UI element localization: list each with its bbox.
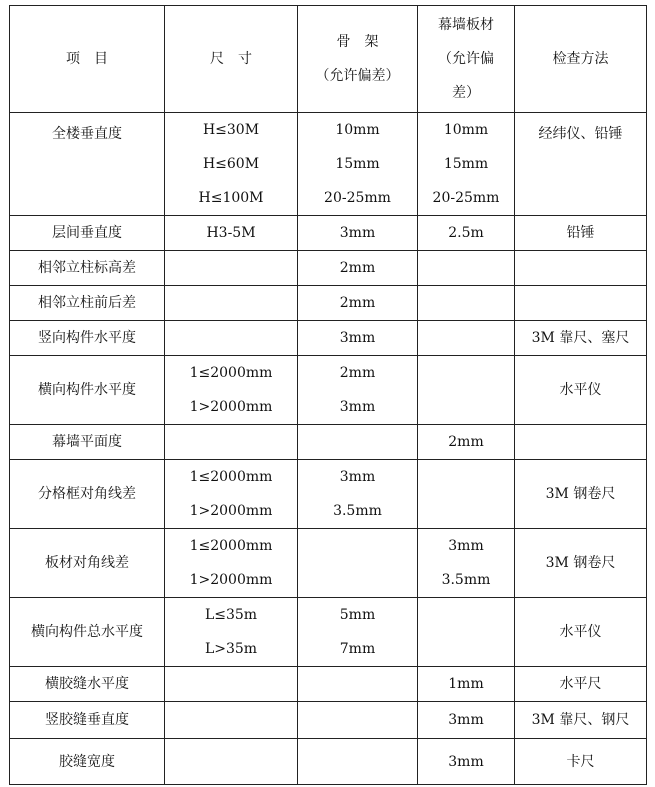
cell-method [515,425,647,460]
panel-value: 2.5m [448,225,484,241]
cell-size [165,529,298,598]
size-value: H3-5M [206,225,256,241]
size-value: L>35m [204,641,258,657]
cell-frame [298,598,418,667]
table-row [10,113,647,216]
cell-item [10,460,165,529]
cell-size [165,460,298,529]
cell-method [515,251,647,286]
cell-method [515,702,647,739]
cell-frame [298,216,418,251]
method-value: 3M 靠尺、钢尺 [531,712,630,728]
cell-panel [418,667,515,702]
cell-panel [418,251,515,286]
method-value: 水平仪 [559,382,602,398]
cell-panel [418,286,515,321]
size-value: 1>2000mm [189,572,273,588]
cell-size [165,425,298,460]
panel-value: 3mm [448,753,484,770]
item-label: 层间垂直度 [52,225,122,241]
method-value: 经纬仪、铅锤 [538,126,623,142]
table-row [10,460,647,529]
cell-frame [298,113,418,216]
cell-size [165,251,298,286]
cell-panel [418,598,515,667]
cell-method [515,739,647,785]
cell-method [515,286,647,321]
frame-value: 2mm [339,260,376,276]
cell-panel [418,702,515,739]
method-value: 水平尺 [559,676,602,692]
cell-frame [298,251,418,286]
cell-frame [298,667,418,702]
header-size: 尺 寸 [165,6,298,113]
cell-panel [418,321,515,356]
item-label: 竖向构件水平度 [38,330,136,346]
frame-value: 7mm [339,641,376,657]
cell-frame [298,460,418,529]
item-label: 横向构件总水平度 [31,624,143,640]
panel-value: 2mm [448,434,484,450]
cell-method [515,321,647,356]
table-row [10,321,647,356]
table-row [10,216,647,251]
table-row [10,529,647,598]
cell-method [515,667,647,702]
cell-method [515,113,647,216]
method-value: 卡尺 [566,753,595,770]
cell-size [165,321,298,356]
cell-frame [298,356,418,425]
cell-frame [298,529,418,598]
table-row [10,702,647,739]
item-label: 全楼垂直度 [52,126,122,142]
item-label: 胶缝宽度 [59,753,115,770]
cell-size [165,667,298,702]
cell-size [165,356,298,425]
cell-frame [298,739,418,785]
size-value: H≤30M [202,122,260,138]
table-row [10,251,647,286]
cell-item [10,251,165,286]
header-item: 项 目 [10,6,165,113]
cell-item [10,286,165,321]
cell-method [515,598,647,667]
cell-size [165,739,298,785]
table-row [10,356,647,425]
size-value: H≤100M [198,190,264,206]
panel-value: 3mm [448,712,484,728]
cell-method [515,460,647,529]
frame-value: 3mm [339,330,376,346]
header-panel: 幕墙板材 （允许偏 差） [418,6,515,113]
frame-value: 3.5mm [333,503,382,519]
cell-size [165,702,298,739]
cell-item [10,356,165,425]
frame-value: 2mm [339,365,376,381]
cell-size [165,113,298,216]
size-value: H≤60M [202,156,260,172]
table-row [10,286,647,321]
item-label: 竖胶缝垂直度 [45,712,129,728]
cell-item [10,739,165,785]
item-label: 横向构件水平度 [38,382,136,398]
cell-item [10,667,165,702]
cell-frame [298,321,418,356]
frame-value: 5mm [339,607,376,623]
header-frame: 骨 架 （允许偏差） [298,6,418,113]
frame-value: 3mm [339,469,376,485]
panel-value: 3mm [448,538,484,554]
size-value: 1>2000mm [189,399,273,415]
tolerance-table [9,5,647,785]
cell-item [10,598,165,667]
item-label: 横胶缝水平度 [45,676,129,692]
size-value: 1≤2000mm [189,469,273,485]
frame-value: 10mm [335,122,380,138]
header-method: 检查方法 [515,6,647,113]
cell-size [165,286,298,321]
frame-value: 15mm [335,156,380,172]
item-label: 相邻立柱前后差 [38,295,136,311]
cell-panel [418,460,515,529]
panel-value: 20-25mm [432,190,500,206]
frame-value: 20-25mm [324,190,391,206]
item-label: 相邻立柱标高差 [38,260,136,276]
panel-value: 1mm [448,676,484,692]
method-value: 3M 钢卷尺 [545,555,616,571]
table-row [10,598,647,667]
size-value: 1≤2000mm [189,365,273,381]
cell-item [10,425,165,460]
frame-value: 3mm [339,399,376,415]
cell-item [10,216,165,251]
cell-panel [418,529,515,598]
cell-item [10,702,165,739]
cell-panel [418,216,515,251]
size-value: 1≤2000mm [189,538,273,554]
cell-method [515,529,647,598]
method-value: 3M 钢卷尺 [545,486,616,502]
cell-panel [418,425,515,460]
frame-value: 2mm [339,295,376,311]
method-value: 3M 靠尺、塞尺 [531,330,630,346]
frame-value: 3mm [339,225,376,241]
panel-value: 15mm [443,156,489,172]
item-label: 分格框对角线差 [38,486,136,502]
cell-item [10,529,165,598]
cell-method [515,356,647,425]
cell-frame [298,286,418,321]
cell-frame [298,702,418,739]
table-row [10,425,647,460]
cell-item [10,113,165,216]
size-value: L≤35m [204,607,258,623]
cell-size [165,216,298,251]
size-value: 1>2000mm [189,503,273,519]
cell-frame [298,425,418,460]
cell-item [10,321,165,356]
table-row [10,739,647,785]
panel-value: 3.5mm [441,572,491,588]
panel-value: 10mm [443,122,489,138]
cell-method [515,216,647,251]
item-label: 幕墙平面度 [52,434,122,450]
table-row [10,667,647,702]
cell-size [165,598,298,667]
cell-panel [418,113,515,216]
method-value: 水平仪 [559,624,602,640]
cell-panel [418,356,515,425]
table-body [10,113,647,785]
header-row [10,6,647,113]
method-value: 铅锤 [566,225,595,241]
item-label: 板材对角线差 [45,555,129,571]
cell-panel [418,739,515,785]
